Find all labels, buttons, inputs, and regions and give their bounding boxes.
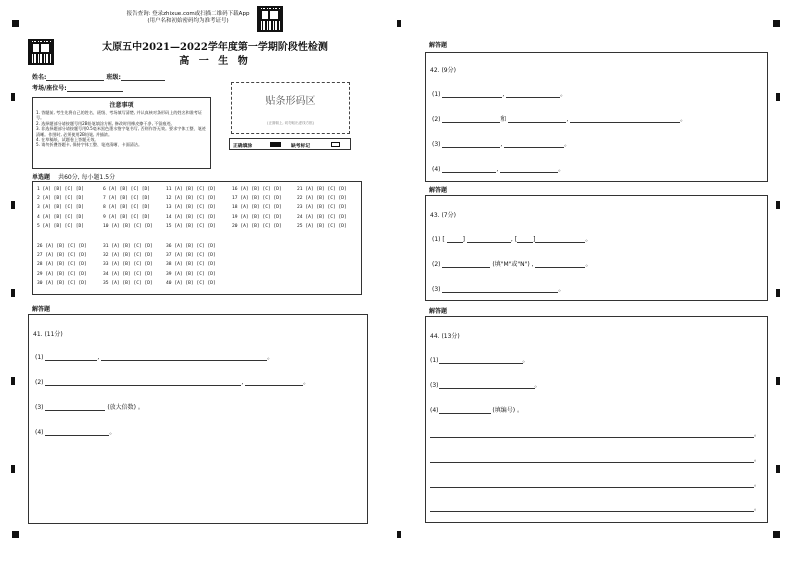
part-label: (4) — [35, 429, 44, 436]
part-label: (1) [ — [432, 236, 445, 243]
part-label: (4) — [432, 166, 441, 173]
corner-mark — [773, 20, 780, 27]
seat-label: 考场/座位号: — [32, 85, 67, 92]
q43-line-3 — [432, 284, 564, 293]
correct-fill-label: 正确填涂 — [233, 144, 253, 149]
mcq-options[interactable]: [A] [B] [C] [D] — [108, 187, 151, 192]
mcq-column — [166, 242, 216, 288]
q44-section-title: 解答题 — [429, 308, 448, 315]
answer-blank[interactable] — [45, 354, 100, 361]
mcq-question-number: 19 — [232, 214, 241, 220]
mcq-options[interactable]: [A] [B] [C] [D] — [42, 205, 85, 211]
mcq-options[interactable]: [A] [B] [C] [D] — [45, 271, 87, 277]
answer-blank[interactable] — [245, 379, 303, 386]
corner-mark — [12, 20, 19, 27]
mcq-question-number: 38 — [166, 262, 175, 268]
mcq-question-number: 25 — [297, 223, 306, 229]
answer-blank[interactable] — [430, 456, 754, 463]
comma: , — [502, 91, 505, 98]
part-label: (4) — [430, 407, 439, 414]
mcq-question-number: 2 — [37, 196, 43, 202]
part-label: (2) — [432, 116, 441, 123]
mcq-column — [297, 185, 347, 231]
mcq-question-number: 34 — [103, 271, 112, 277]
mcq-question-row[interactable] — [37, 185, 84, 194]
seat-field[interactable] — [67, 85, 123, 92]
q44-writing-line — [430, 454, 760, 463]
timing-mark — [397, 20, 401, 27]
mcq-grid — [32, 181, 362, 295]
mcq-question-number: 17 — [232, 196, 241, 202]
mcq-question-row[interactable] — [166, 203, 216, 212]
barcode-label: 贴条形码区 — [265, 96, 316, 107]
barcode-hint: (正面朝上, 切勿贴出虚线方框) — [267, 121, 314, 125]
mcq-question-number: 27 — [37, 253, 46, 259]
period: 。 — [267, 354, 274, 361]
mcq-question-row[interactable] — [37, 222, 84, 231]
answer-blank[interactable] — [467, 236, 511, 243]
mcq-question-row[interactable] — [103, 194, 153, 203]
period: 。 — [585, 261, 592, 268]
mcq-question-row[interactable] — [166, 194, 216, 203]
answer-blank[interactable] — [442, 91, 505, 98]
timing-mark — [11, 465, 15, 473]
part-label: (3) — [432, 286, 441, 293]
q44-line-3 — [430, 405, 523, 414]
mcq-options[interactable]: [A] [B] [C] [D] — [174, 196, 216, 202]
mcq-options[interactable]: [A] [B] [C] [D] — [174, 214, 216, 220]
mcq-question-number: 6 — [103, 187, 109, 192]
mcq-question-row[interactable] — [232, 222, 282, 231]
period: 。 — [585, 236, 592, 243]
q43-head: 43. (7分) — [430, 212, 456, 219]
mcq-question-row[interactable] — [37, 203, 84, 212]
timing-mark — [776, 465, 780, 473]
mcq-question-number: 22 — [297, 196, 306, 202]
mcq-question-number: 26 — [37, 244, 46, 249]
period: 。 — [109, 429, 116, 436]
mcq-options[interactable]: [A] [B] [C] [D] — [174, 223, 216, 229]
period: 。 — [558, 286, 565, 293]
part-label: (3) — [35, 404, 44, 411]
note-item: 2. 选择题部分请按题号用2B铅笔填涂方框, 修改时用橡皮擦干净, 不留痕迹。 — [36, 120, 175, 126]
mcq-question-number: 18 — [232, 205, 241, 211]
mcq-options[interactable]: [A] [B] [C] [D] — [240, 223, 282, 229]
note-item: 4. 在草稿纸、试题卷上答题无效。 — [36, 137, 99, 143]
mcq-question-number: 21 — [297, 187, 306, 192]
mcq-question-row[interactable] — [166, 213, 216, 222]
part-label: (2) — [432, 261, 441, 268]
mcq-question-number: 13 — [166, 205, 175, 211]
mcq-options[interactable]: [A] [B] [C] [D] — [45, 280, 87, 286]
q42-line-1 — [432, 89, 566, 98]
q41-head: 41. (11分) — [33, 331, 63, 338]
q41-section-title: 解答题 — [32, 306, 51, 313]
period: 。 — [558, 166, 565, 173]
mcq-options[interactable]: [A] [B] [C] [D] — [45, 262, 87, 268]
mcq-question-number: 29 — [37, 271, 46, 277]
mcq-question-row[interactable] — [37, 242, 87, 251]
mcq-options[interactable]: [A] [B] [C] [D] — [240, 205, 282, 211]
seat-row — [32, 83, 123, 92]
period: 。 — [560, 91, 567, 98]
period: 。 — [754, 431, 761, 438]
mcq-question-row[interactable] — [166, 251, 216, 260]
bracket-open: , [ — [510, 236, 518, 243]
barcode-area — [231, 82, 350, 134]
mcq-section-title — [32, 172, 115, 181]
q41-box — [28, 314, 368, 524]
q41-note: (放大倍数) 。 — [107, 404, 144, 411]
timing-mark — [776, 93, 780, 101]
period: 。 — [522, 357, 529, 364]
mcq-options[interactable]: [A] [B] [C] [D] — [111, 223, 153, 229]
answer-blank[interactable] — [508, 116, 569, 123]
mcq-question-row[interactable] — [166, 279, 216, 288]
timing-mark — [397, 531, 401, 538]
mcq-question-row[interactable] — [232, 203, 282, 212]
q44-writing-line — [430, 479, 760, 488]
q43-box — [425, 195, 768, 301]
mcq-column — [103, 185, 153, 231]
mcq-question-row[interactable] — [232, 185, 282, 194]
mcq-question-row[interactable] — [103, 251, 153, 260]
mcq-options[interactable]: [A] [B] [C] [D] — [111, 244, 153, 249]
and-label: 和 — [500, 116, 507, 123]
q44-writing-line — [430, 503, 760, 512]
q43-note: (填"M"或"N") , — [492, 261, 534, 268]
q41-line-1 — [35, 352, 273, 361]
name-label: 姓名: — [32, 74, 47, 81]
q41-line-2 — [35, 377, 309, 386]
mcq-question-number: 11 — [166, 187, 175, 192]
comma: , — [97, 354, 100, 361]
mcq-column — [166, 185, 216, 231]
q42-box — [425, 52, 768, 182]
answer-blank[interactable] — [570, 116, 680, 123]
period: 。 — [754, 481, 761, 488]
mcq-question-number: 3 — [37, 205, 43, 211]
answer-blank[interactable] — [442, 286, 558, 293]
timing-mark — [11, 289, 15, 297]
answer-blank[interactable] — [101, 354, 267, 361]
notes-box — [32, 97, 211, 169]
answer-blank[interactable] — [45, 404, 105, 411]
part-label: (3) — [430, 382, 439, 389]
note-item: 5. 请勿折叠答题卡, 保持字体工整、笔迹清晰、卡面清洁。 — [36, 142, 143, 148]
q42-line-2 — [432, 114, 686, 123]
mcq-question-number: 28 — [37, 262, 46, 268]
q42-section-title: 解答题 — [429, 42, 448, 49]
name-field[interactable] — [46, 74, 104, 81]
mcq-question-number: 5 — [37, 223, 43, 229]
mcq-question-row[interactable] — [166, 242, 216, 251]
period: 。 — [564, 141, 571, 148]
q44-note: (填编号) 。 — [492, 407, 524, 414]
mcq-options[interactable]: [A] [B] [C] [D] — [240, 196, 282, 202]
answer-blank[interactable] — [535, 261, 585, 268]
mcq-info: 共60分, 每小题1.5分 — [58, 174, 116, 181]
note-item: 1. 答题前, 考生先将自己的姓名、班级、考场填写清楚, 并认真核对条形码上的姓名和准考证号。 — [36, 110, 202, 121]
mcq-options[interactable]: [A] [B] [C] [D] — [305, 223, 347, 229]
answer-blank[interactable] — [506, 91, 560, 98]
q43-line-2 — [432, 259, 591, 268]
mcq-question-number: 24 — [297, 214, 306, 220]
part-label: (1) — [35, 354, 44, 361]
part-label: (2) — [35, 379, 44, 386]
absent-checkbox[interactable] — [331, 142, 340, 147]
mcq-options[interactable]: [A] [B] [C] [D] — [305, 196, 347, 202]
answer-blank[interactable] — [442, 116, 500, 123]
mcq-question-number: 39 — [166, 271, 175, 277]
answer-blank[interactable] — [442, 261, 490, 268]
mcq-column — [232, 185, 282, 231]
mcq-question-number: 23 — [297, 205, 306, 211]
mcq-options[interactable]: [A] [B] [C] [D] — [42, 214, 85, 220]
answer-blank[interactable] — [439, 357, 523, 364]
q42-line-3 — [432, 139, 570, 148]
q42-head: 42. (9分) — [430, 67, 456, 74]
mcq-question-number: 40 — [166, 280, 175, 286]
mcq-question-row[interactable] — [103, 279, 153, 288]
answer-blank[interactable] — [447, 236, 463, 243]
part-label: (1) — [432, 91, 441, 98]
mcq-options[interactable]: [A] [B] [C] [D] — [240, 214, 282, 220]
notes-title: 注意事项 — [109, 102, 134, 109]
answer-blank[interactable] — [442, 166, 499, 173]
part-label: (1) — [430, 357, 439, 364]
timing-mark — [776, 289, 780, 297]
mcq-question-row[interactable] — [103, 242, 153, 251]
mcq-question-number: 30 — [37, 280, 46, 286]
note-item: 3. 非选择题部分请按题号用0.5毫米黑色墨水签字笔书写, 否则作答无效。要求字体工整、笔迹清晰。作图时, 必须使用2B铅笔, 并描浓。 — [36, 126, 206, 137]
mcq-question-row[interactable] — [37, 251, 87, 260]
mcq-question-row[interactable] — [297, 185, 347, 194]
answer-blank[interactable] — [517, 236, 536, 243]
comma: , — [500, 141, 503, 148]
mcq-question-number: 7 — [103, 196, 109, 202]
q42-line-4 — [432, 164, 564, 173]
timing-mark — [11, 201, 15, 209]
mcq-question-row[interactable] — [166, 222, 216, 231]
mcq-question-number: 4 — [37, 214, 43, 220]
q44-writing-line — [430, 429, 760, 438]
mcq-question-number: 32 — [103, 253, 112, 259]
corner-mark — [12, 531, 19, 538]
timing-mark — [11, 93, 15, 101]
mcq-question-row[interactable] — [103, 260, 153, 269]
mcq-question-number: 31 — [103, 244, 112, 249]
notes-list — [33, 109, 210, 149]
mcq-options[interactable]: [A] [B] [C] [D] — [108, 196, 151, 202]
mcq-options[interactable]: [A] [B] [C] [D] — [240, 187, 282, 192]
fill-legend — [229, 138, 351, 150]
name-class-row — [32, 72, 165, 81]
mcq-question-number: 10 — [103, 223, 112, 229]
mcq-question-number: 12 — [166, 196, 175, 202]
mcq-options[interactable]: [A] [B] [C] [D] — [174, 205, 216, 211]
mcq-question-number: 36 — [166, 244, 175, 249]
report-info — [118, 11, 258, 25]
answer-blank[interactable] — [439, 382, 535, 389]
mcq-options[interactable]: [A] [B] [C] [D] — [42, 223, 85, 229]
page-subtitle: 高 一 生 物 — [179, 56, 251, 67]
answer-blank[interactable] — [535, 236, 585, 243]
mcq-options[interactable]: [A] [B] [C] [D] — [174, 187, 216, 192]
mcq-options[interactable]: [A] [B] [C] [D] — [45, 244, 87, 249]
mcq-section-label: 单选题 — [32, 174, 51, 181]
class-field[interactable] — [121, 74, 165, 81]
mcq-options[interactable]: [A] [B] [C] [D] — [111, 280, 153, 286]
mcq-question-row[interactable] — [232, 194, 282, 203]
mcq-question-row[interactable] — [37, 194, 84, 203]
class-label: 班级: — [106, 74, 121, 81]
q43-section-title: 解答题 — [429, 187, 448, 194]
mcq-options[interactable]: [A] [B] [C] [D] — [174, 280, 216, 286]
mcq-question-row[interactable] — [103, 213, 153, 222]
mcq-question-row[interactable] — [232, 213, 282, 222]
mcq-question-row[interactable] — [103, 203, 153, 212]
period: 。 — [534, 382, 541, 389]
mcq-question-row[interactable] — [297, 203, 347, 212]
mcq-options[interactable]: [A] [B] [C] [D] — [108, 214, 151, 220]
mcq-question-number: 16 — [232, 187, 241, 192]
q44-line-1 — [430, 355, 529, 364]
mcq-column — [103, 242, 153, 288]
mcq-options[interactable]: [A] [B] [C] [D] — [45, 253, 87, 259]
q44-box — [425, 316, 768, 523]
mcq-options[interactable]: [A] [B] [C] [D] — [108, 205, 151, 211]
period: 。 — [303, 379, 310, 386]
mcq-question-number: 8 — [103, 205, 109, 211]
bracket-close: ] — [533, 236, 536, 243]
comma: , — [566, 116, 569, 123]
mcq-options[interactable]: [A] [B] [C] [D] — [111, 271, 153, 277]
mcq-question-number: 20 — [232, 223, 241, 229]
mcq-question-row[interactable] — [297, 213, 347, 222]
mcq-question-row[interactable] — [37, 260, 87, 269]
mcq-question-row[interactable] — [37, 270, 87, 279]
comma: , — [496, 166, 499, 173]
mcq-question-row[interactable] — [37, 213, 84, 222]
mcq-question-row[interactable] — [103, 185, 153, 194]
answer-blank[interactable] — [430, 431, 754, 438]
mcq-options[interactable]: [A] [B] [C] [D] — [174, 253, 216, 259]
mcq-question-number: 33 — [103, 262, 112, 268]
absent-label: 缺考标记 — [291, 144, 311, 149]
mcq-options[interactable]: [A] [B] [C] [D] — [305, 214, 347, 220]
answer-blank[interactable] — [439, 407, 491, 414]
q44-line-2 — [430, 380, 541, 389]
mcq-question-row[interactable] — [166, 270, 216, 279]
mcq-options[interactable]: [A] [B] [C] [D] — [111, 262, 153, 268]
q43-line-1 — [432, 234, 591, 243]
page-title: 太原五中2021—2022学年度第一学期阶段性检测 — [102, 42, 328, 53]
mcq-question-number: 35 — [103, 280, 112, 286]
mcq-question-row[interactable] — [37, 279, 87, 288]
mcq-column — [37, 185, 84, 231]
answer-blank[interactable] — [45, 379, 244, 386]
mcq-column — [37, 242, 87, 288]
mcq-options[interactable]: [A] [B] [C] [D] — [42, 187, 85, 192]
mcq-question-number: 1 — [37, 187, 43, 192]
mcq-options[interactable]: [A] [B] [C] [D] — [305, 205, 347, 211]
period: 。 — [754, 456, 761, 463]
mcq-question-number: 9 — [103, 214, 109, 220]
comma: , — [241, 379, 244, 386]
corner-mark — [773, 531, 780, 538]
qr-code-icon — [257, 6, 283, 32]
part-label: (3) — [432, 141, 441, 148]
mcq-question-row[interactable] — [297, 222, 347, 231]
q41-line-4 — [35, 427, 115, 436]
timing-mark — [11, 377, 15, 385]
q41-line-3 — [35, 402, 144, 411]
timing-mark — [776, 201, 780, 209]
mcq-options[interactable]: [A] [B] [C] [D] — [111, 253, 153, 259]
answer-blank[interactable] — [442, 141, 503, 148]
mcq-options[interactable]: [A] [B] [C] [D] — [174, 244, 216, 249]
mcq-options[interactable]: [A] [B] [C] [D] — [174, 262, 216, 268]
mcq-question-row[interactable] — [103, 270, 153, 279]
mcq-question-row[interactable] — [103, 222, 153, 231]
filled-box-icon — [270, 142, 281, 147]
answer-blank[interactable] — [500, 166, 558, 173]
timing-mark — [776, 377, 780, 385]
mcq-question-number: 15 — [166, 223, 175, 229]
mcq-question-row[interactable] — [297, 194, 347, 203]
mcq-options[interactable]: [A] [B] [C] [D] — [305, 187, 347, 192]
bracket-close: ] — [462, 236, 467, 243]
mcq-question-number: 37 — [166, 253, 175, 259]
answer-blank[interactable] — [45, 429, 109, 436]
q44-head: 44. (13分) — [430, 333, 460, 340]
answer-blank[interactable] — [504, 141, 564, 148]
qr-code-icon — [28, 39, 54, 65]
period: 。 — [754, 505, 761, 512]
period: 。 — [680, 116, 687, 123]
answer-blank[interactable] — [430, 481, 754, 488]
report-line-2: (用户名和初始密码均为准考证号) — [147, 18, 229, 24]
mcq-question-number: 14 — [166, 214, 175, 220]
mcq-options[interactable]: [A] [B] [C] [D] — [42, 196, 85, 202]
mcq-question-row[interactable] — [166, 260, 216, 269]
report-line-1: 报告查询: 登录zhixue.com或扫描二维码下载App — [126, 11, 250, 17]
mcq-options[interactable]: [A] [B] [C] [D] — [174, 271, 216, 277]
mcq-question-row[interactable] — [166, 185, 216, 194]
answer-blank[interactable] — [430, 505, 754, 512]
